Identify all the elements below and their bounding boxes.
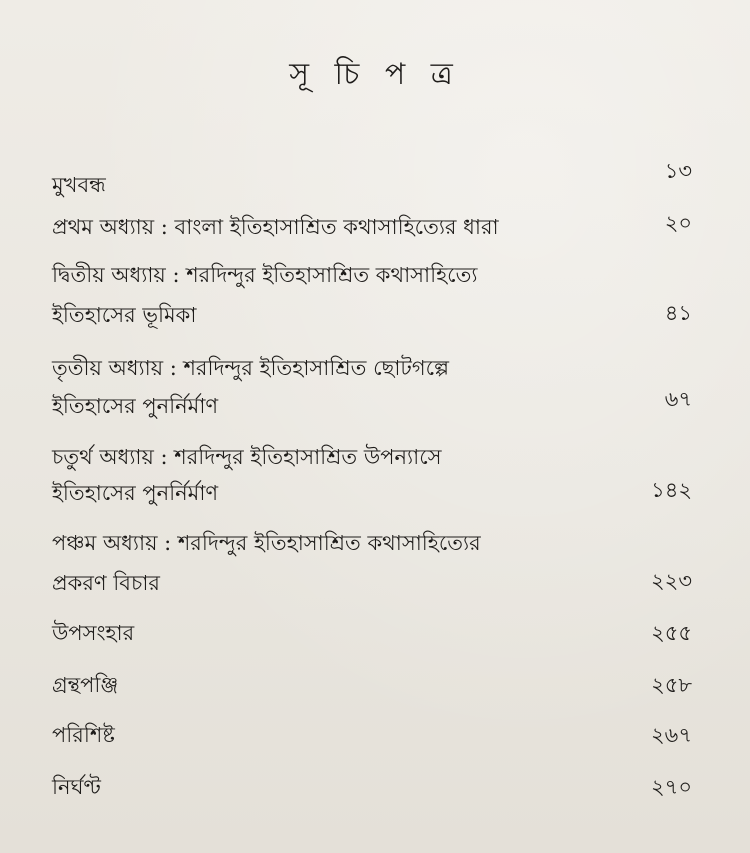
- toc-entry-bibliography: গ্রন্থপঞ্জি: [52, 673, 119, 697]
- toc-page-number: ১৪২: [651, 478, 692, 502]
- toc-page-number: ২৭০: [651, 775, 692, 799]
- toc-page-number: ৪১: [664, 301, 692, 325]
- toc-entry-chapter-4-cont: ইতিহাসের পুনর্নির্মাণ: [52, 481, 219, 505]
- toc-entry-chapter-4: চতুর্থ অধ্যায় : শরদিন্দুর ইতিহাসাশ্রিত উপন্যাসে: [52, 445, 442, 469]
- toc-entry-chapter-3-cont: ইতিহাসের পুনর্নির্মাণ: [52, 394, 219, 418]
- toc-entry-chapter-1: প্রথম অধ্যায় : বাংলা ইতিহাসাশ্রিত কথাসাহিত্যের ধারা: [52, 215, 499, 239]
- toc-page-number: ২৬৭: [651, 723, 692, 747]
- toc-page-number: ৬৭: [664, 387, 692, 411]
- toc-page-number: ২২৩: [651, 569, 692, 593]
- toc-entry-chapter-2: দ্বিতীয় অধ্যায় : শরদিন্দুর ইতিহাসাশ্রিত কথাসাহিত্যে: [52, 263, 478, 287]
- toc-entry-chapter-5-cont: প্রকরণ বিচার: [52, 571, 160, 595]
- toc-entry-foreword: মুখবন্ধ: [52, 173, 106, 197]
- toc-entry-appendix: পরিশিষ্ট: [52, 723, 115, 747]
- toc-page-number: ২৫৮: [651, 673, 692, 697]
- toc-page-number: ২৫৫: [651, 621, 692, 645]
- toc-page-number: ২০: [664, 211, 692, 235]
- toc-entry-index: নির্ঘণ্ট: [52, 775, 101, 799]
- toc-page-number: ১৩: [664, 159, 692, 183]
- toc-entry-conclusion: উপসংহার: [52, 621, 135, 645]
- page-title: সূ চি প ত্র: [289, 57, 461, 92]
- toc-entry-chapter-5: পঞ্চম অধ্যায় : শরদিন্দুর ইতিহাসাশ্রিত কথাসাহিত্যের: [52, 531, 481, 555]
- toc-entry-chapter-3: তৃতীয় অধ্যায় : শরদিন্দুর ইতিহাসাশ্রিত ছোটগল্পে: [52, 356, 450, 380]
- toc-entry-chapter-2-cont: ইতিহাসের ভূমিকা: [52, 303, 197, 327]
